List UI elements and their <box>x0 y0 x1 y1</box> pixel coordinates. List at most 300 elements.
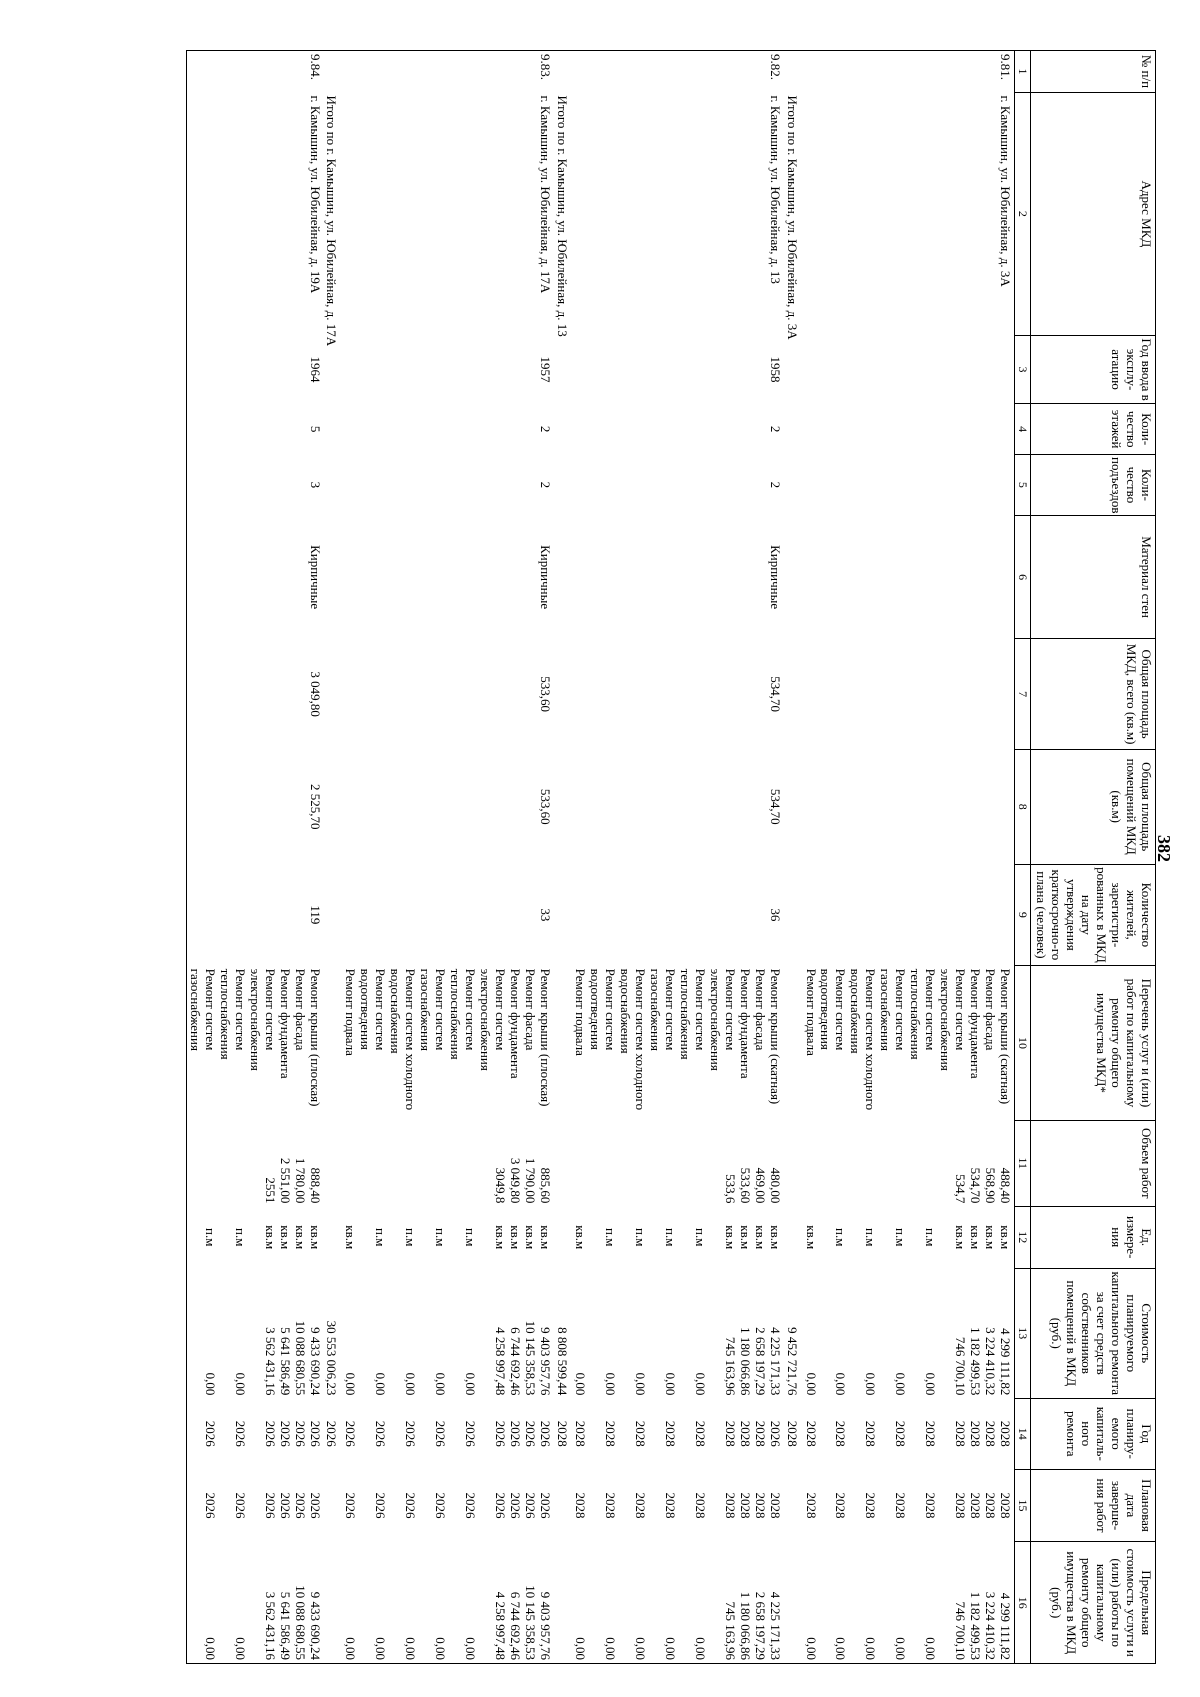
work-volume <box>647 1120 677 1206</box>
house-area-total: 3 049,80 <box>307 671 323 717</box>
house-area-rooms <box>877 749 907 864</box>
house-area-total <box>877 639 907 749</box>
work-cost: 4 299 111,82 <box>997 1328 1013 1396</box>
column-number: 3 <box>1014 335 1031 403</box>
work-cost: 3 224 410,32 <box>982 1327 998 1396</box>
column-number: 6 <box>1014 515 1031 639</box>
work-year: 2028 <box>952 1420 968 1447</box>
house-entrances <box>357 455 387 516</box>
house-floors <box>803 404 818 455</box>
work-end: 2028 <box>573 1492 589 1519</box>
work-end: 2028 <box>863 1492 879 1519</box>
house-floors <box>387 404 417 455</box>
work-unit: кв.м <box>803 1225 819 1250</box>
work-limit: 0,00 <box>587 1542 617 1664</box>
column-number: 2 <box>1014 92 1031 335</box>
house-num <box>617 51 647 93</box>
work-limit: 2 658 197,29 <box>752 1542 767 1664</box>
work-limit: 1 182 499,53 <box>967 1542 982 1664</box>
house-year <box>617 335 647 403</box>
column-number: 13 <box>1014 1268 1031 1398</box>
house-residents <box>277 864 292 966</box>
work-cost: 0,00 <box>403 1372 419 1396</box>
house-area-rooms <box>187 749 217 864</box>
house-area-total <box>217 639 247 749</box>
house-area-rooms <box>803 749 818 864</box>
house-entrances <box>907 455 937 516</box>
work-limit: 4 299 111,82 <box>997 1542 1014 1664</box>
house-material <box>522 515 537 639</box>
work-unit: кв.м <box>722 1225 738 1250</box>
column-header: Коли-чество подъездов <box>1031 455 1156 516</box>
work-name: Ремонт систем электроснабжения <box>937 968 968 1071</box>
column-header: Объем работ <box>1031 1120 1156 1206</box>
house-entrances <box>847 455 877 516</box>
work-limit: 0,00 <box>342 1542 357 1664</box>
work-row <box>877 51 907 1664</box>
house-floors <box>707 404 737 455</box>
work-year: 2028 <box>663 1420 679 1447</box>
house-num <box>647 51 677 93</box>
work-volume <box>877 1120 907 1206</box>
work-cost: 1 182 499,53 <box>967 1327 983 1396</box>
work-end: 2026 <box>492 1492 508 1519</box>
work-name: Ремонт фасада <box>752 968 768 1051</box>
house-address <box>187 92 217 335</box>
house-area-total <box>357 639 387 749</box>
work-cost: 4 258 997,48 <box>492 1327 508 1396</box>
total-row <box>784 51 803 1664</box>
work-cost: 0,00 <box>692 1372 708 1396</box>
work-cost: 1 180 066,86 <box>737 1327 753 1396</box>
work-end: 2028 <box>923 1492 939 1519</box>
work-unit: п.м <box>923 1228 939 1247</box>
house-num <box>477 51 507 93</box>
house-area-total <box>707 639 737 749</box>
work-end: 2028 <box>633 1492 649 1519</box>
house-area-total <box>737 639 752 749</box>
house-num <box>417 51 447 93</box>
house-address <box>707 92 737 335</box>
column-header: Плановая дата заверше-ния работ <box>1031 1469 1156 1542</box>
work-name: Ремонт систем водоотведения <box>358 968 389 1051</box>
work-end: 2026 <box>262 1492 278 1519</box>
house-residents <box>647 864 677 966</box>
house-floors <box>573 404 588 455</box>
work-year: 2026 <box>507 1420 523 1447</box>
house-floors <box>187 404 217 455</box>
total-label: Итого по г. Камышин, ул. Юбилейная, д. 13 <box>554 95 570 337</box>
work-year: 2028 <box>752 1420 768 1447</box>
house-year: 1964 <box>307 356 323 383</box>
work-limit: 4 225 171,33 <box>767 1542 784 1664</box>
house-area-rooms <box>247 749 277 864</box>
house-year <box>982 335 997 403</box>
column-header: Перечень услуг и (или) работ по капитальному ремонту общего имущества МКД* <box>1031 966 1156 1121</box>
work-cost: 0,00 <box>573 1372 589 1396</box>
house-year <box>587 335 617 403</box>
work-end: 2028 <box>752 1492 768 1519</box>
work-end: 2026 <box>187 1469 217 1542</box>
work-end: 2026 <box>277 1492 293 1519</box>
house-area-total <box>507 639 522 749</box>
work-cost: 0,00 <box>232 1372 248 1396</box>
work-cost: 0,00 <box>663 1372 679 1396</box>
work-volume <box>447 1120 477 1206</box>
work-end: 2026 <box>292 1492 308 1519</box>
house-floors <box>277 404 292 455</box>
work-volume: 480,00 <box>767 1167 783 1204</box>
work-row <box>982 51 997 1664</box>
house-entrances: 3 <box>307 481 323 489</box>
house-address <box>967 92 982 335</box>
work-end: 2026 <box>403 1492 419 1519</box>
house-area-total <box>937 639 967 749</box>
work-cost: 9 403 957,76 <box>537 1327 553 1396</box>
work-year: 2026 <box>232 1420 248 1447</box>
work-limit: 0,00 <box>573 1542 588 1664</box>
column-number-row <box>1014 51 1031 1664</box>
house-num <box>847 51 877 93</box>
work-row <box>417 51 447 1664</box>
work-cost: 3 562 431,16 <box>262 1327 278 1396</box>
column-header: Стоимость планируемого капитального ремонта за счет средств собственников помещений в МКД (руб.) <box>1031 1268 1156 1398</box>
column-number: 12 <box>1014 1206 1031 1268</box>
house-material <box>847 515 877 639</box>
house-area-rooms: 533,60 <box>537 788 553 825</box>
house-year <box>907 335 937 403</box>
work-year: 2028 <box>982 1420 998 1447</box>
house-material <box>477 515 507 639</box>
house-area-rooms <box>573 749 588 864</box>
house-residents <box>907 864 937 966</box>
work-volume: 885,60 <box>537 1167 553 1204</box>
work-limit: 0,00 <box>907 1542 937 1664</box>
total-row <box>554 51 573 1664</box>
house-entrances <box>982 455 997 516</box>
house-residents <box>752 864 767 966</box>
house-area-total <box>573 639 588 749</box>
work-unit: кв.м <box>952 1225 968 1250</box>
house-year <box>277 335 292 403</box>
house-residents <box>522 864 537 966</box>
work-unit: кв.м <box>573 1225 589 1250</box>
house-material <box>277 515 292 639</box>
work-unit: кв.м <box>343 1225 359 1250</box>
house-area-rooms <box>522 749 537 864</box>
work-unit: кв.м <box>262 1225 278 1250</box>
work-end: 2028 <box>967 1492 983 1519</box>
work-row <box>997 51 1014 1664</box>
house-floors <box>342 404 357 455</box>
house-area-total <box>997 639 1014 749</box>
work-volume: 3 049,80 <box>507 1157 523 1204</box>
house-area-rooms <box>752 749 767 864</box>
house-area-total <box>617 639 647 749</box>
work-row <box>587 51 617 1664</box>
house-material <box>217 515 247 639</box>
house-address <box>507 92 522 335</box>
work-unit: кв.м <box>997 1225 1013 1250</box>
work-year: 2026 <box>522 1420 538 1447</box>
work-row <box>522 51 537 1664</box>
house-address <box>217 92 247 335</box>
house-address <box>357 92 387 335</box>
work-limit: 4 258 997,48 <box>477 1542 507 1664</box>
work-end: 2028 <box>692 1492 708 1519</box>
house-floors <box>357 404 387 455</box>
house-address <box>647 92 677 335</box>
work-unit: п.м <box>833 1228 849 1247</box>
work-volume: 534,70 <box>967 1167 983 1204</box>
work-volume <box>217 1120 247 1206</box>
house-area-rooms <box>847 749 877 864</box>
work-year: 2028 <box>893 1420 909 1447</box>
house-area-rooms <box>982 749 997 864</box>
work-limit: 9 433 690,24 <box>307 1542 324 1664</box>
house-material <box>417 515 447 639</box>
house-num <box>387 51 417 93</box>
house-area-total <box>522 639 537 749</box>
work-unit: кв.м <box>507 1225 523 1250</box>
house-address <box>937 92 967 335</box>
work-name: Ремонт крыши (плоская) <box>307 968 323 1107</box>
house-num <box>937 51 967 93</box>
house-year <box>573 335 588 403</box>
work-year: 2026 <box>262 1420 278 1447</box>
house-area-rooms: 534,70 <box>767 788 783 825</box>
work-row <box>737 51 752 1664</box>
work-limit: 6 744 692,46 <box>507 1542 522 1664</box>
house-address <box>342 92 357 335</box>
house-area-total <box>417 639 447 749</box>
work-volume <box>417 1120 447 1206</box>
house-residents <box>617 864 647 966</box>
work-volume <box>617 1120 647 1206</box>
house-year: 1957 <box>537 356 553 383</box>
house-year <box>937 335 967 403</box>
house-residents <box>997 864 1014 966</box>
work-name: Ремонт систем холодного водоснабжения <box>618 968 649 1111</box>
work-cost: 0,00 <box>863 1372 879 1396</box>
total-year: 2028 <box>554 1420 570 1447</box>
house-address: г. Камышин, ул. Юбилейная, д. 3А <box>997 95 1013 287</box>
house-num: 9.83. <box>537 51 554 93</box>
house-entrances <box>677 455 707 516</box>
house-num: 9.82. <box>767 51 784 93</box>
work-year: 2026 <box>343 1420 359 1447</box>
work-year: 2026 <box>187 1398 217 1469</box>
work-year: 2026 <box>373 1420 389 1447</box>
house-material <box>803 515 818 639</box>
house-material: Кирпичные <box>537 545 553 610</box>
header-row <box>1031 51 1156 1664</box>
work-unit: п.м <box>433 1228 449 1247</box>
repair-plan-table <box>186 50 1156 1664</box>
house-entrances <box>752 455 767 516</box>
house-address <box>447 92 477 335</box>
house-residents <box>937 864 967 966</box>
work-unit: кв.м <box>522 1225 538 1250</box>
house-material <box>677 515 707 639</box>
house-material <box>877 515 907 639</box>
house-entrances <box>707 455 737 516</box>
work-row <box>847 51 877 1664</box>
house-material <box>587 515 617 639</box>
work-year: 2028 <box>967 1420 983 1447</box>
work-row <box>217 51 247 1664</box>
house-address <box>877 92 907 335</box>
house-material <box>737 515 752 639</box>
house-floors <box>818 404 848 455</box>
work-cost: 0,00 <box>803 1372 819 1396</box>
work-volume <box>907 1120 937 1206</box>
house-area-total <box>587 639 617 749</box>
work-limit: 0,00 <box>217 1542 247 1664</box>
work-year: 2028 <box>722 1420 738 1447</box>
house-entrances <box>292 455 307 516</box>
house-residents <box>342 864 357 966</box>
house-floors <box>417 404 447 455</box>
house-address <box>277 92 292 335</box>
work-cost: 2 658 197,29 <box>752 1327 768 1396</box>
house-residents <box>877 864 907 966</box>
house-area-total <box>818 639 848 749</box>
work-volume: 3049,8 <box>492 1167 508 1204</box>
house-area-rooms <box>357 749 387 864</box>
house-area-total: 534,70 <box>767 676 783 712</box>
house-floors <box>997 404 1014 455</box>
work-name: Ремонт систем газоснабжения <box>418 968 449 1051</box>
house-year <box>507 335 522 403</box>
work-name: Ремонт крыши (скатная) <box>997 968 1013 1105</box>
house-entrances <box>507 455 522 516</box>
house-material <box>752 515 767 639</box>
work-unit: п.м <box>232 1228 248 1247</box>
house-area-total <box>982 639 997 749</box>
house-floors <box>677 404 707 455</box>
total-cost: 9 452 721,76 <box>784 1327 800 1396</box>
house-num <box>447 51 477 93</box>
column-header: Количество жителей, зарегистри-рованных в МКД на дату утверждения краткосрочно-го плана (человек) <box>1031 864 1156 966</box>
house-address: г. Камышин, ул. Юбилейная, д. 19А <box>307 95 323 294</box>
house-num <box>752 51 767 93</box>
work-end: 2026 <box>462 1492 478 1519</box>
work-volume: 533,60 <box>737 1167 753 1204</box>
work-limit: 0,00 <box>447 1542 477 1664</box>
work-unit: п.м <box>893 1228 909 1247</box>
work-name: Ремонт фундамента <box>277 968 293 1079</box>
work-volume: 888,40 <box>307 1167 323 1204</box>
work-volume: 1 780,00 <box>292 1157 308 1204</box>
work-end: 2028 <box>997 1492 1013 1519</box>
house-material: Кирпичные <box>307 545 323 610</box>
house-residents <box>187 864 217 966</box>
page-number: 382 <box>1154 835 1174 862</box>
work-year: 2026 <box>277 1420 293 1447</box>
work-limit: 0,00 <box>803 1542 818 1664</box>
work-name: Ремонт фасада <box>982 968 998 1051</box>
work-row <box>573 51 588 1664</box>
house-area-total <box>342 639 357 749</box>
work-limit: 0,00 <box>847 1542 877 1664</box>
work-unit: кв.м <box>767 1225 783 1250</box>
house-entrances: 2 <box>537 481 553 489</box>
house-floors: 2 <box>537 425 553 433</box>
work-unit: п.м <box>462 1228 478 1247</box>
work-limit: 3 224 410,32 <box>982 1542 997 1664</box>
work-limit: 5 641 586,49 <box>277 1542 292 1664</box>
house-area-total <box>477 639 507 749</box>
house-floors <box>247 404 277 455</box>
work-end: 2028 <box>803 1492 819 1519</box>
house-residents <box>803 864 818 966</box>
house-area-rooms <box>387 749 417 864</box>
house-floors <box>447 404 477 455</box>
work-year: 2028 <box>692 1420 708 1447</box>
house-area-rooms <box>967 749 982 864</box>
house-material <box>507 515 522 639</box>
work-year: 2028 <box>923 1420 939 1447</box>
house-year <box>417 335 447 403</box>
house-num <box>587 51 617 93</box>
work-limit: 0,00 <box>647 1542 677 1664</box>
column-header: Год ввода в эксплу-атацию <box>1031 335 1156 403</box>
house-residents <box>707 864 737 966</box>
work-volume: 488,40 <box>997 1167 1013 1204</box>
column-number: 10 <box>1014 966 1031 1121</box>
house-floors <box>752 404 767 455</box>
house-num <box>507 51 522 93</box>
house-residents <box>573 864 588 966</box>
house-floors <box>907 404 937 455</box>
house-area-rooms <box>647 749 677 864</box>
house-num <box>737 51 752 93</box>
house-address <box>752 92 767 335</box>
work-name: Ремонт подвала <box>803 968 819 1056</box>
work-unit: п.м <box>633 1228 649 1247</box>
work-unit: кв.м <box>967 1225 983 1250</box>
house-address <box>982 92 997 335</box>
work-row <box>537 51 554 1664</box>
house-num <box>292 51 307 93</box>
house-area-rooms <box>342 749 357 864</box>
house-material: Кирпичные <box>767 545 783 610</box>
work-row <box>292 51 307 1664</box>
house-entrances <box>587 455 617 516</box>
work-name: Ремонт систем газоснабжения <box>878 968 909 1051</box>
house-area-total <box>752 639 767 749</box>
house-year <box>247 335 277 403</box>
house-year <box>292 335 307 403</box>
work-name: Ремонт систем газоснабжения <box>648 968 679 1051</box>
house-address <box>737 92 752 335</box>
work-year: 2026 <box>403 1420 419 1447</box>
house-address <box>417 92 447 335</box>
work-cost: 10 088 680,55 <box>292 1320 308 1396</box>
house-area-rooms <box>277 749 292 864</box>
work-limit: 9 403 957,76 <box>537 1542 554 1664</box>
house-material <box>187 515 217 639</box>
work-end: 2026 <box>433 1492 449 1519</box>
house-residents <box>507 864 522 966</box>
work-unit: п.м <box>692 1228 708 1247</box>
work-year: 2028 <box>863 1420 879 1447</box>
house-address <box>387 92 417 335</box>
work-name: Ремонт систем водоотведения <box>818 968 849 1051</box>
work-cost: 5 641 586,49 <box>277 1327 293 1396</box>
house-area-total <box>277 639 292 749</box>
